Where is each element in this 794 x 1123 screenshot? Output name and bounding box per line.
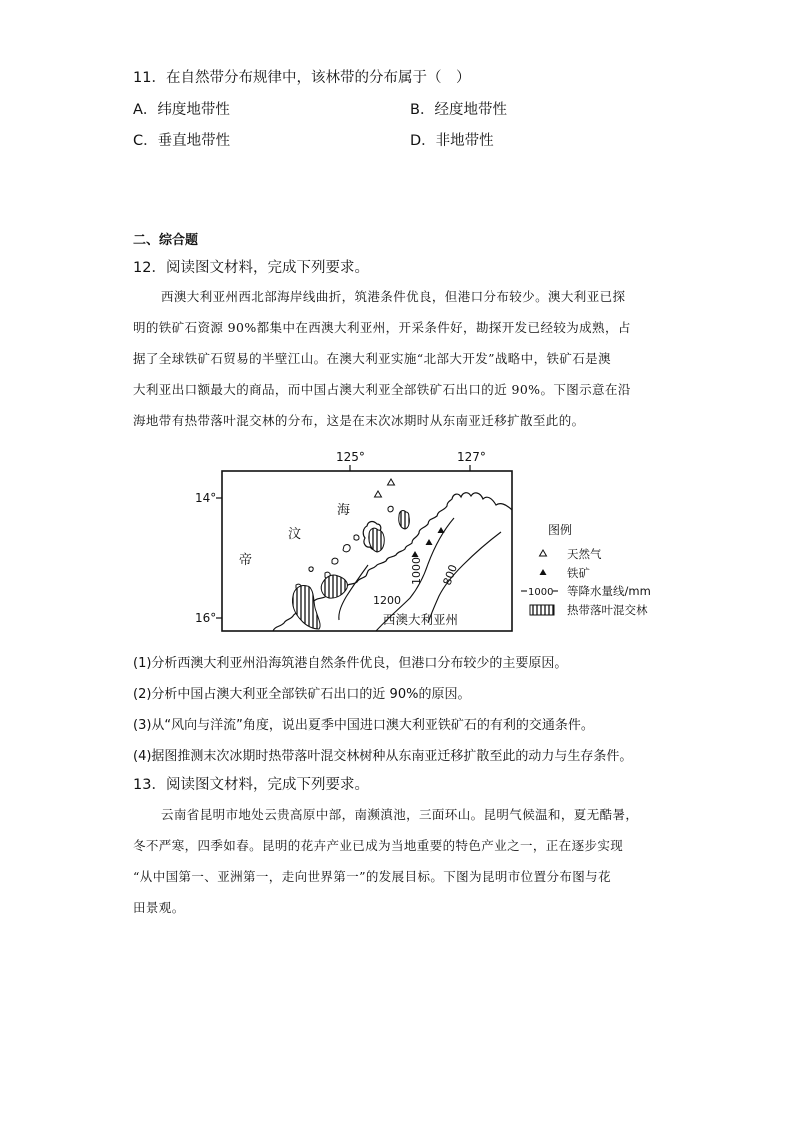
section-title: 二、综合题 bbox=[133, 233, 199, 248]
q12-passage-line: 明的铁矿石资源 90%都集中在西澳大利亚州，开采条件好，勘探开发已经较为成熟，占 bbox=[133, 320, 631, 335]
q11-option-b: B．经度地带性 bbox=[410, 102, 507, 118]
q13-passage-line: “从中国第一、亚洲第一，走向世界第一”的发展目标。下图为昆明市位置分布图与花 bbox=[133, 869, 611, 884]
lat-label-14: 14° bbox=[195, 491, 217, 505]
q13-passage-line: 冬不严寒，四季如春。昆明的花卉产业已成为当地重要的特色产业之一，正在逐步实现 bbox=[133, 838, 624, 853]
q12-passage-line: 据了全球铁矿石贸易的半壁江山。在澳大利亚实施“北部大开发”战略中，铁矿石是澳 bbox=[133, 351, 611, 366]
sea-label-2: 海 bbox=[337, 503, 351, 518]
q11-stem: 11．在自然带分布规律中，该林带的分布属于（ ） bbox=[133, 70, 471, 86]
q11-option-a: A．纬度地带性 bbox=[133, 102, 230, 118]
legend-label-iron: 铁矿 bbox=[567, 566, 590, 580]
sea-label-3: 帝 bbox=[239, 553, 253, 568]
q12-passage-line: 大利亚出口额最大的商品，而中国占澳大利亚全部铁矿石出口的近 90%。下图示意在沿 bbox=[133, 382, 631, 397]
q11-option-c: C．垂直地带性 bbox=[133, 133, 231, 149]
legend-isoline-sample: 1000 bbox=[528, 587, 554, 598]
q13-passage-line: 田景观。 bbox=[133, 900, 185, 915]
legend-label-isoline: 等降水量线/mm bbox=[567, 584, 651, 598]
q13-passage-line: 云南省昆明市地处云贵高原中部，南濒滇池，三面环山。昆明气候温和，夏无酷暑， bbox=[161, 807, 639, 822]
coastline bbox=[366, 493, 512, 576]
q13-stem: 13．阅读图文材料，完成下列要求。 bbox=[133, 777, 369, 793]
isoline-label-1000: 1000 bbox=[410, 557, 423, 585]
lon-label-125: 125° bbox=[336, 450, 365, 464]
iron-ore-icon bbox=[412, 527, 445, 557]
q12-passage-line: 海地带有热带落叶混交林的分布，这是在末次冰期时从东南亚迁移扩散至此的。 bbox=[133, 413, 585, 428]
legend-title: 图例 bbox=[548, 523, 573, 537]
isoline-label-1200: 1200 bbox=[373, 594, 401, 607]
q12-sub-question: (3)从“风向与洋流”角度，说出夏季中国进口澳大利亚铁矿石的有利的交通条件。 bbox=[133, 718, 594, 733]
lat-label-16: 16° bbox=[195, 611, 217, 625]
q12-passage-line: 西澳大利亚州西北部海岸线曲折，筑港条件优良，但港口分布较少。澳大利亚已探 bbox=[161, 289, 626, 304]
hatch-icon bbox=[530, 605, 554, 615]
hollow-triangle-icon bbox=[540, 550, 547, 556]
west-australia-map bbox=[192, 448, 672, 638]
q12-sub-question: (2)分析中国占澳大利亚全部铁矿石出口的近 90%的原因。 bbox=[133, 687, 471, 702]
isoline-label-800: 800 bbox=[440, 562, 461, 588]
sea-label-1: 汶 bbox=[288, 527, 302, 542]
solid-triangle-icon bbox=[540, 569, 547, 575]
region-label: 西澳大利亚州 bbox=[383, 612, 459, 627]
map-frame bbox=[222, 471, 512, 631]
legend-label-forest: 热带落叶混交林 bbox=[567, 603, 648, 617]
gas-field-icon bbox=[375, 479, 395, 497]
q12-stem: 12．阅读图文材料，完成下列要求。 bbox=[133, 260, 369, 276]
q11-option-d: D．非地带性 bbox=[410, 133, 494, 149]
legend-label-gas: 天然气 bbox=[567, 547, 602, 561]
lon-label-127: 127° bbox=[457, 450, 486, 464]
isoline-icon bbox=[521, 587, 558, 598]
isoline-800 bbox=[428, 532, 501, 623]
q12-sub-question: (1)分析西澳大利亚州沿海筑港自然条件优良，但港口分布较少的主要原因。 bbox=[133, 656, 568, 671]
q12-sub-question: (4)据图推测末次冰期时热带落叶混交林树种从东南亚迁移扩散至此的动力与生存条件。 bbox=[133, 749, 633, 764]
